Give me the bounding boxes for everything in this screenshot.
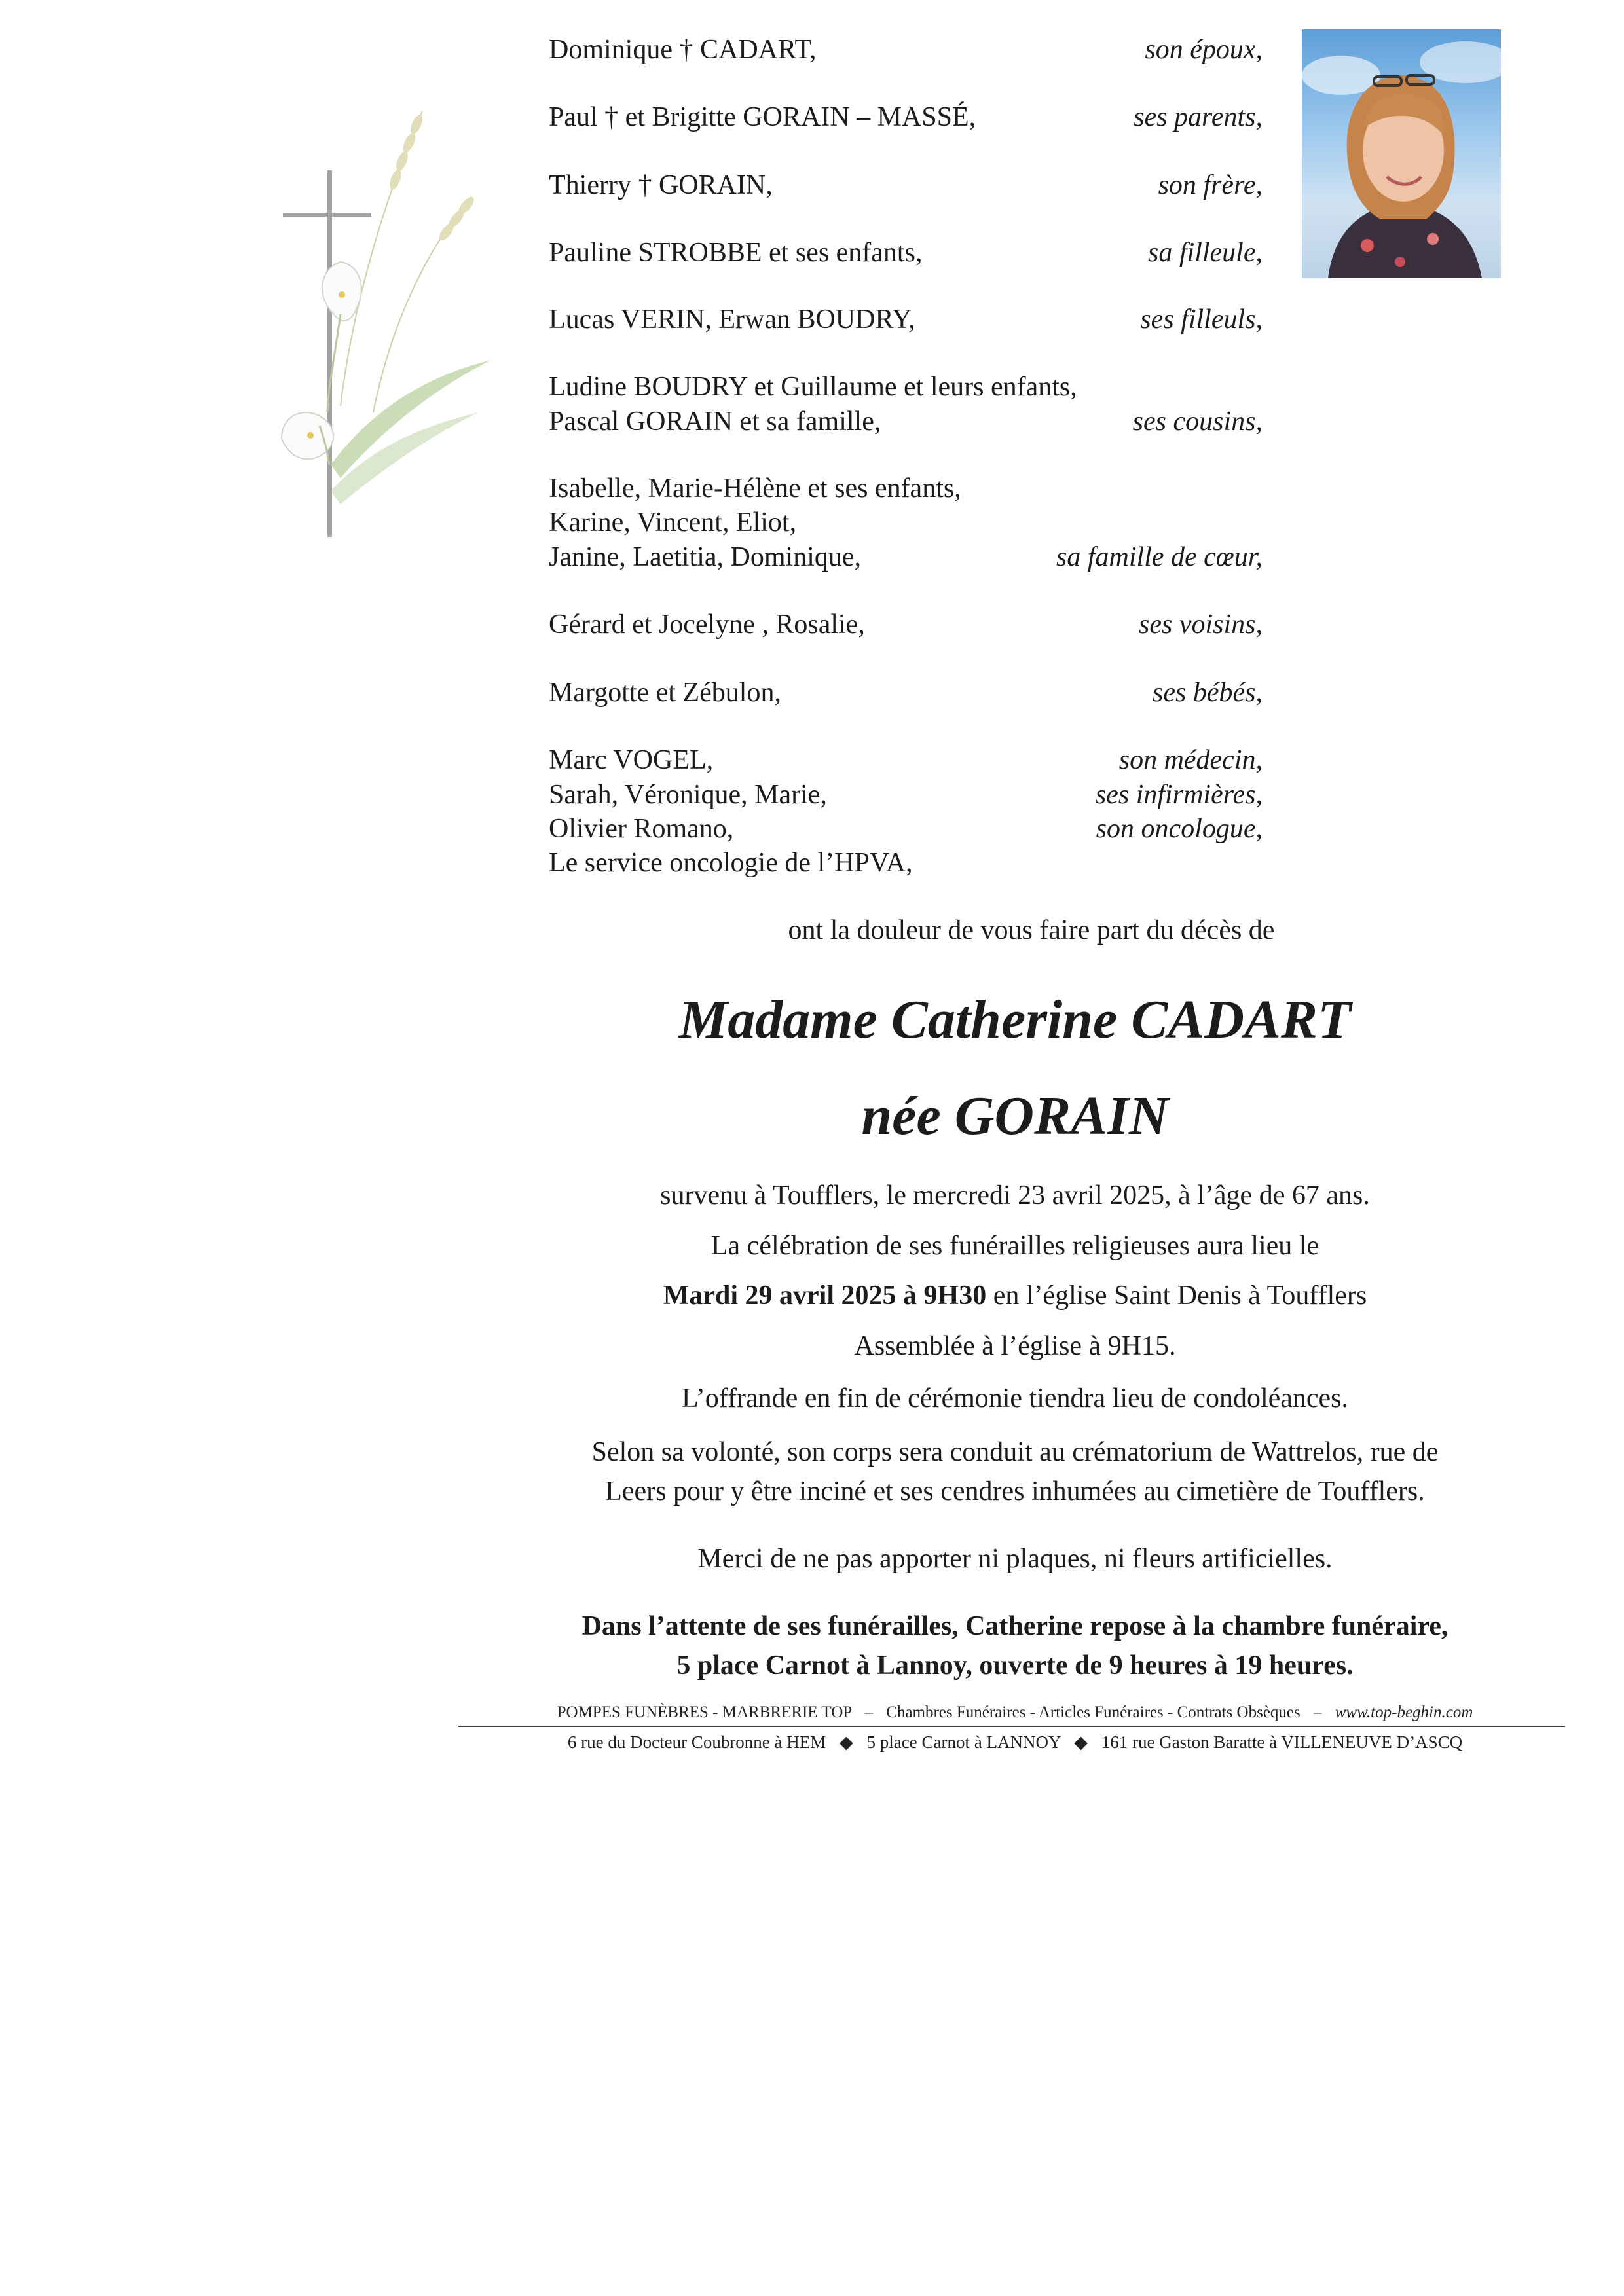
footer-dash: – — [864, 1704, 874, 1721]
footer-company-line — [458, 1702, 1572, 1723]
family-relation: son époux, — [1145, 35, 1263, 65]
family-line — [549, 168, 1263, 202]
repose-line-2: 5 place Carnot à Lannoy, ouverte de 9 heures à 19 heures. — [676, 1650, 1354, 1681]
family-relation: sa famille de cœur, — [1056, 542, 1263, 572]
family-member: Lucas VERIN, Erwan BOUDRY, — [549, 304, 915, 335]
no-plaques-text: Merci de ne pas apporter ni plaques, ni fleurs artificielles. — [697, 1544, 1333, 1574]
announcement-intro: ont la douleur de vous faire part du décès de — [788, 915, 1275, 945]
family-line — [549, 405, 1263, 439]
family-member: Thierry † GORAIN, — [549, 170, 773, 200]
wish-line-1: Selon sa volonté, son corps sera conduit au crématorium de Wattrelos, rue de — [591, 1437, 1439, 1467]
family-member: Marc VOGEL, — [549, 745, 714, 775]
diamond-bullet-icon: ◆ — [840, 1732, 853, 1752]
family-relation: sa filleule, — [1148, 238, 1263, 268]
family-member: Gérard et Jocelyne , Rosalie, — [549, 610, 865, 640]
palm-leaf-icon — [331, 360, 491, 504]
family-line — [549, 743, 1263, 777]
family-member: Pascal GORAIN et sa famille, — [549, 407, 881, 437]
family-relation: ses filleuls, — [1140, 304, 1263, 335]
cross-lily-decoration — [242, 98, 498, 543]
deceased-name: Madame Catherine CADART — [678, 989, 1352, 1050]
ceremony-date: Mardi 29 avril 2025 à 9H30 — [663, 1281, 987, 1311]
family-member: Olivier Romano, — [549, 814, 734, 844]
footer-company: POMPES FUNÈBRES - MARBRERIE TOP — [557, 1704, 852, 1721]
family-line — [549, 471, 1263, 505]
family-line — [549, 846, 1263, 880]
portrait-icon — [1302, 29, 1501, 278]
family-relation: ses parents, — [1134, 102, 1263, 132]
family-relation: son oncologue, — [1096, 814, 1263, 844]
family-relation: ses cousins, — [1132, 407, 1263, 437]
family-relation: ses bébés, — [1153, 678, 1263, 708]
footer-services: Chambres Funéraires - Articles Funéraires - Contrats Obsèques — [886, 1704, 1301, 1721]
family-member: Janine, Laetitia, Dominique, — [549, 542, 862, 572]
repose-line-1: Dans l’attente de ses funérailles, Catherine repose à la chambre funéraire, — [581, 1611, 1449, 1641]
family-member: Pauline STROBBE et ses enfants, — [549, 238, 923, 268]
footer-dash: – — [1314, 1704, 1322, 1721]
family-member: Sarah, Véronique, Marie, — [549, 780, 827, 810]
family-line — [549, 505, 1263, 539]
ceremony-line — [458, 1279, 1572, 1313]
family-member: Isabelle, Marie-Hélène et ses enfants, — [549, 473, 961, 503]
assembly-text: Assemblée à l’église à 9H15. — [854, 1331, 1176, 1361]
footer-website: www.top-beghin.com — [1335, 1704, 1473, 1721]
family-relation: son médecin, — [1118, 745, 1263, 775]
offering-text: L’offrande en fin de cérémonie tiendra lieu de condoléances. — [681, 1383, 1349, 1413]
family-line — [549, 33, 1263, 67]
footer-address-hem: 6 rue du Docteur Coubronne à HEM — [567, 1732, 826, 1752]
family-line — [549, 302, 1263, 337]
family-line — [549, 370, 1263, 404]
family-relation: ses infirmières, — [1095, 780, 1263, 810]
family-line — [549, 100, 1263, 134]
family-line — [549, 676, 1263, 710]
portrait-photo — [1302, 29, 1501, 278]
diamond-bullet-icon: ◆ — [1074, 1732, 1088, 1752]
family-relation: ses voisins, — [1139, 610, 1263, 640]
death-details: survenu à Toufflers, le mercredi 23 avril 2025, à l’âge de 67 ans. — [660, 1180, 1370, 1211]
family-member: Dominique † CADART, — [549, 35, 817, 65]
family-relation: son frère, — [1158, 170, 1263, 200]
wish-line-2: Leers pour y être inciné et ses cendres inhumées au cimetière de Toufflers. — [605, 1476, 1425, 1506]
ceremony-place: en l’église Saint Denis à Toufflers — [986, 1281, 1367, 1311]
lily-icon — [282, 262, 361, 465]
footer-address-villeneuve: 161 rue Gaston Baratte à VILLENEUVE D’ASCQ — [1101, 1732, 1463, 1752]
family-member: Margotte et Zébulon, — [549, 678, 781, 708]
family-member: Le service oncologie de l’HPVA, — [549, 848, 913, 878]
family-line — [549, 812, 1263, 846]
celebration-text: La célébration de ses funérailles religieuses aura lieu le — [710, 1231, 1320, 1261]
family-member: Ludine BOUDRY et Guillaume et leurs enfants, — [549, 372, 1077, 402]
family-line — [549, 608, 1263, 642]
family-line — [549, 540, 1263, 574]
family-line — [549, 236, 1263, 270]
family-line — [549, 778, 1263, 812]
footer-address-lannoy: 5 place Carnot à LANNOY — [866, 1732, 1061, 1752]
family-member: Karine, Vincent, Eliot, — [549, 507, 797, 538]
deceased-maiden-name: née GORAIN — [861, 1085, 1169, 1146]
footer-divider — [458, 1726, 1565, 1727]
family-member: Paul † et Brigitte GORAIN – MASSÉ, — [549, 102, 976, 132]
footer-address-line — [458, 1732, 1572, 1753]
